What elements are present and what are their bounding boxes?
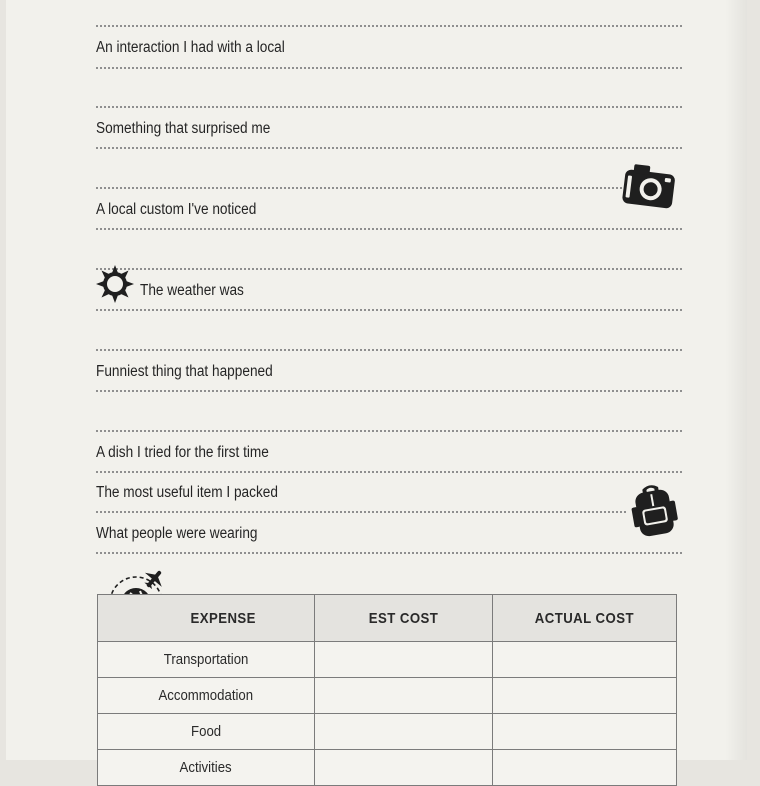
camera-icon	[620, 160, 678, 212]
prompt-weather: The weather was	[140, 282, 244, 299]
writing-line[interactable]	[96, 349, 682, 351]
header-expense: EXPENSE	[98, 595, 315, 642]
writing-line[interactable]	[96, 552, 682, 554]
writing-line[interactable]	[96, 268, 682, 270]
actual-cost-cell[interactable]	[493, 678, 677, 714]
table-row	[98, 750, 677, 786]
writing-line[interactable]	[96, 67, 682, 69]
backpack-icon	[628, 482, 680, 538]
prompt-funniest-thing: Funniest thing that happened	[96, 363, 273, 380]
writing-line[interactable]	[96, 309, 682, 311]
est-cost-cell[interactable]	[315, 642, 493, 678]
header-actual-cost: ACTUAL COST	[493, 595, 677, 642]
table-header-row	[98, 595, 677, 642]
writing-line[interactable]	[96, 25, 682, 27]
expense-name-cell: Accommodation	[98, 678, 315, 714]
header-est-cost: EST COST	[315, 595, 493, 642]
est-cost-cell[interactable]	[315, 714, 493, 750]
writing-line[interactable]	[96, 471, 682, 473]
est-cost-cell[interactable]	[315, 678, 493, 714]
prompt-interaction-local: An interaction I had with a local	[96, 39, 285, 56]
prompt-useful-item: The most useful item I packed	[96, 484, 278, 501]
prompt-people-wearing: What people were wearing	[96, 525, 258, 542]
writing-line[interactable]	[96, 187, 626, 189]
writing-line[interactable]	[96, 511, 626, 513]
table-row	[98, 678, 677, 714]
table-row	[98, 714, 677, 750]
expense-name-cell: Activities	[98, 750, 315, 786]
table-row	[98, 642, 677, 678]
prompt-surprised-me: Something that surprised me	[96, 120, 271, 137]
writing-line[interactable]	[96, 390, 682, 392]
writing-line[interactable]	[96, 106, 682, 108]
writing-line[interactable]	[96, 147, 682, 149]
est-cost-cell[interactable]	[315, 750, 493, 786]
prompt-dish-tried: A dish I tried for the first time	[96, 444, 269, 461]
actual-cost-cell[interactable]	[493, 642, 677, 678]
actual-cost-cell[interactable]	[493, 714, 677, 750]
expense-table	[97, 594, 677, 786]
prompt-local-custom: A local custom I've noticed	[96, 201, 257, 218]
expense-name-cell: Transportation	[98, 642, 315, 678]
writing-line[interactable]	[96, 430, 682, 432]
sun-icon	[96, 265, 134, 303]
actual-cost-cell[interactable]	[493, 750, 677, 786]
journal-page	[6, 0, 747, 776]
expense-name-cell: Food	[98, 714, 315, 750]
writing-line[interactable]	[96, 228, 682, 230]
